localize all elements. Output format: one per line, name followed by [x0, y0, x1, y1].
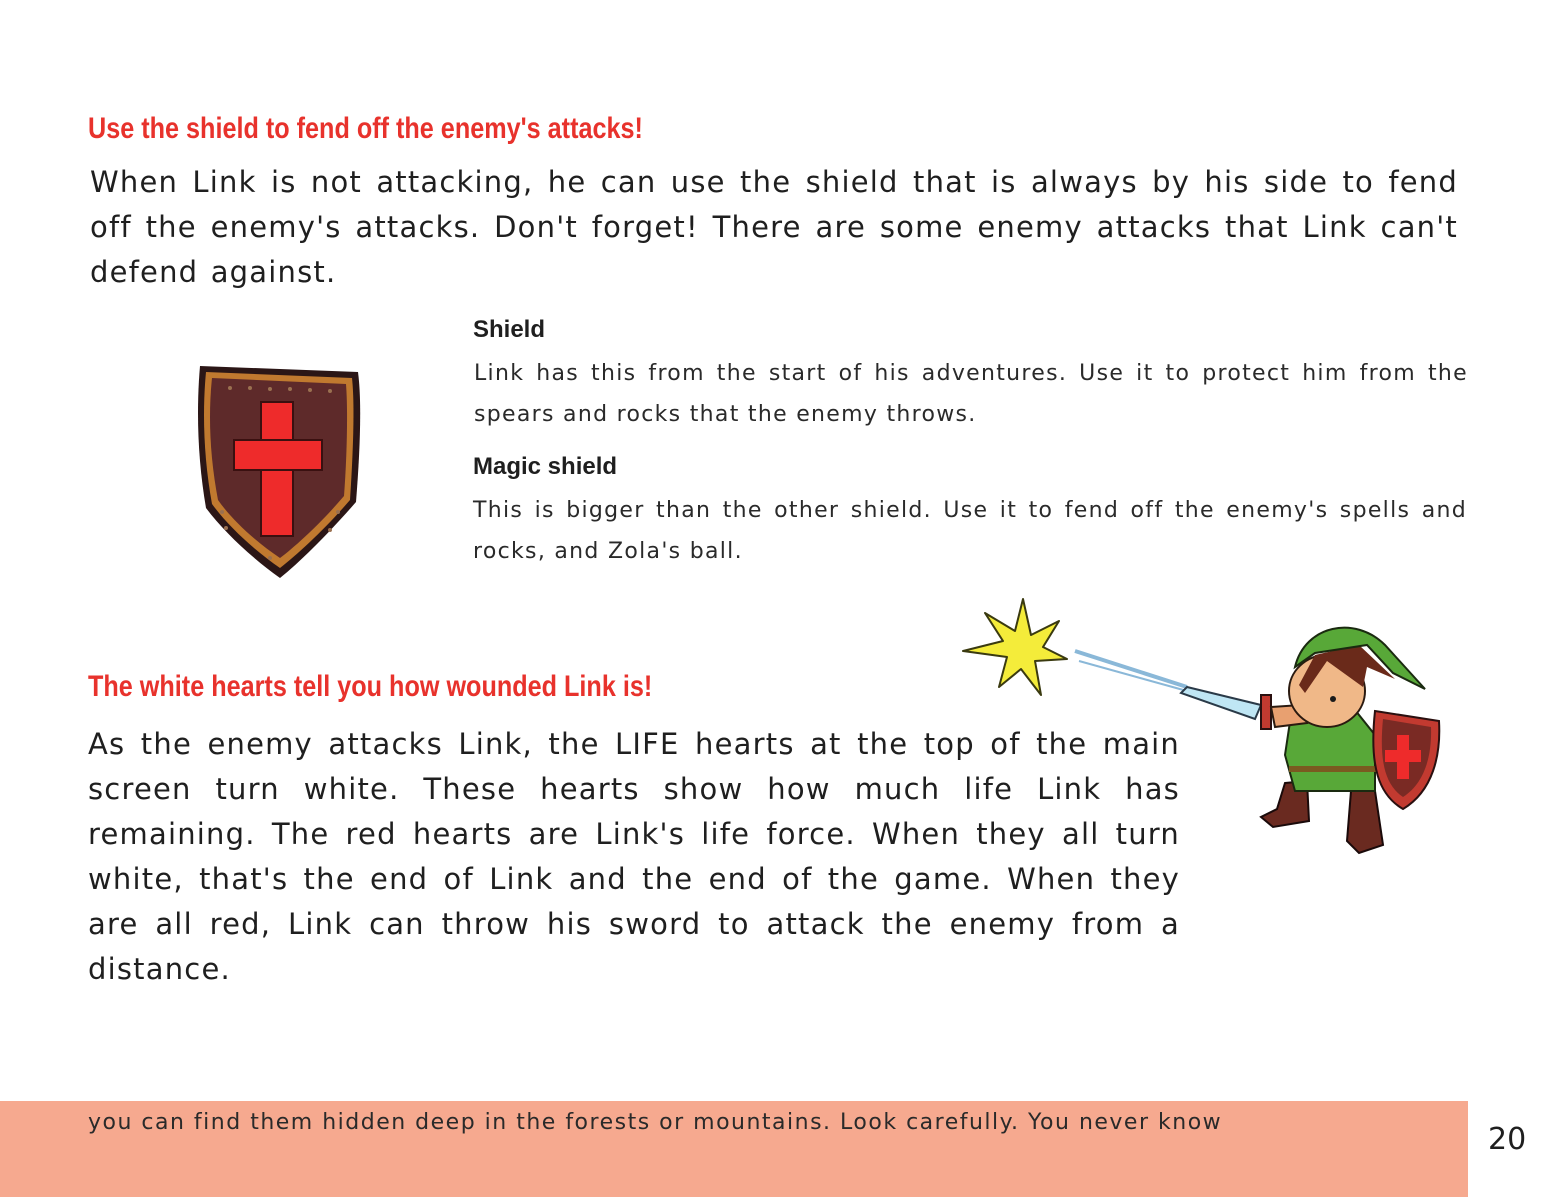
shield-section-heading: Use the shield to fend off the enemy's attacks! [88, 112, 643, 145]
hearts-section-text: As the enemy attacks Link, the LIFE hearts at the top of the main screen turn white. These hearts show how much life Link has remaining. The red hearts are Link's life force. When they all turn white, that's the end of Link and the end of the game. When they are all red, Link can throw his sword to attack the enemy from a distance. [88, 727, 1180, 986]
shield-section-text: When Link is not attacking, he can use the shield that is always by his side to fend off the enemy's attacks. Don't forget! There are some enemy attacks that Link can't defend against. [90, 165, 1458, 289]
shield-illustration [190, 362, 370, 588]
magic-shield-item-description: This is bigger than the other shield. Use it to fend off the enemy's spells and rocks, and Zola's ball. [473, 498, 1467, 564]
page-number: 20 [1488, 1122, 1527, 1157]
hearts-section-heading: The white hearts tell you how wounded Link is! [88, 670, 653, 703]
shield-item-description: Link has this from the start of his adventures. Use it to protect him from the spears and rocks that the enemy throws. [474, 361, 1468, 427]
shield-item-title: Shield [473, 316, 546, 343]
footer-text: you can find them hidden deep in the forests or mountains. Look carefully. You never know [88, 1110, 1223, 1135]
magic-shield-item-title: Magic shield [473, 453, 618, 480]
